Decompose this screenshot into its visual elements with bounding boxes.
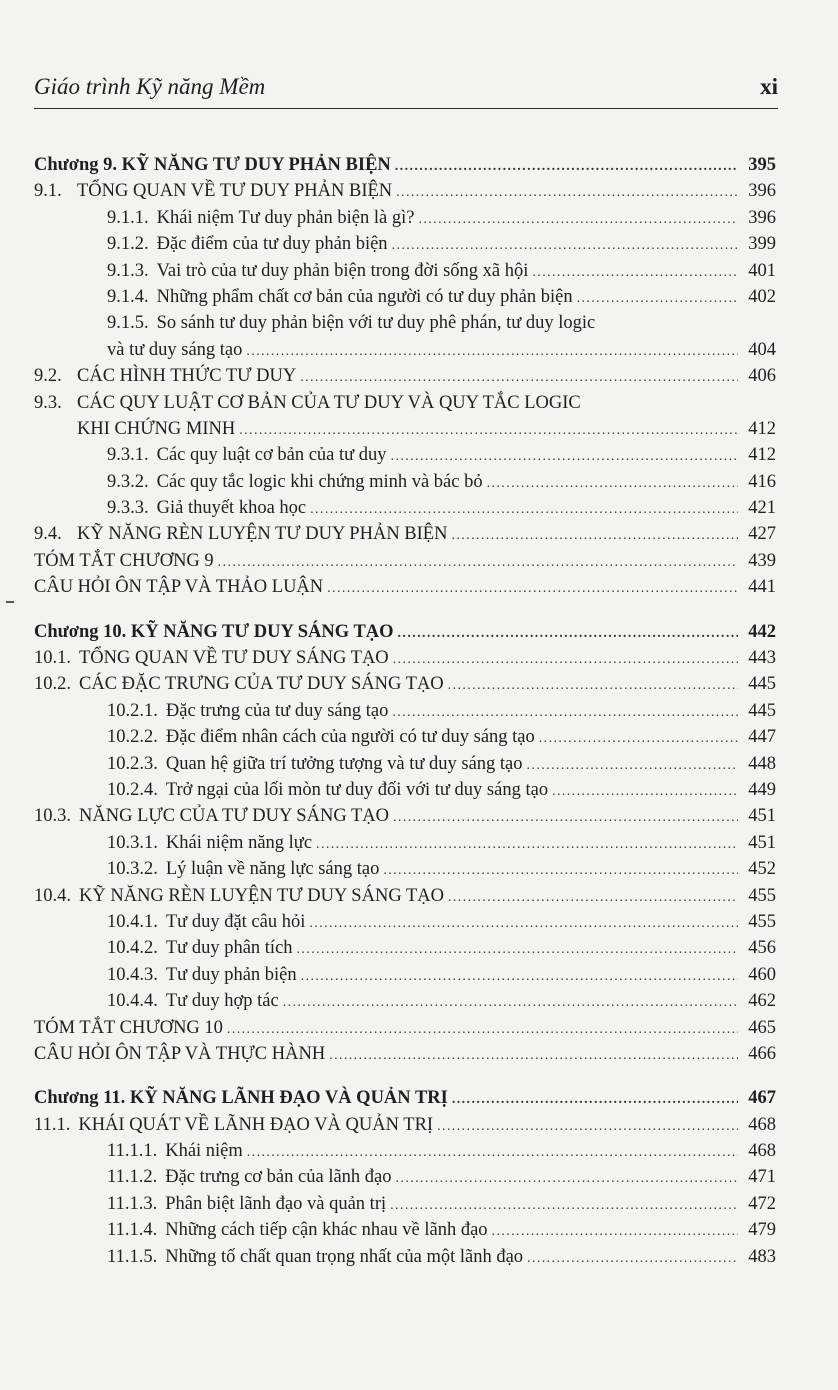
dot-leader bbox=[391, 444, 738, 470]
toc-entry-number: 10.3. bbox=[34, 806, 71, 827]
toc-entry-number: 9.3.1. bbox=[107, 445, 149, 466]
dot-leader bbox=[300, 365, 738, 391]
toc-page-number: 449 bbox=[748, 779, 776, 800]
toc-chapter-heading[interactable] bbox=[34, 619, 776, 645]
dot-leader bbox=[451, 523, 738, 549]
toc-entry-label bbox=[34, 751, 523, 777]
toc-subsection-entry[interactable] bbox=[34, 830, 776, 856]
toc-page-number: 406 bbox=[748, 366, 776, 387]
toc-entry-title: TỔNG QUAN VỀ TƯ DUY SÁNG TẠO bbox=[79, 648, 389, 669]
toc-entry-number: 9.1.1. bbox=[107, 207, 149, 228]
toc-subsection-entry[interactable] bbox=[34, 1138, 776, 1164]
toc-page-number: 471 bbox=[748, 1167, 776, 1188]
dot-leader bbox=[418, 207, 738, 233]
toc-entry-label bbox=[34, 231, 388, 257]
dot-leader bbox=[316, 832, 738, 858]
toc-subsection-entry[interactable] bbox=[34, 698, 776, 724]
toc-entry-continuation[interactable] bbox=[34, 337, 776, 363]
toc-entry-title: Tư duy phân tích bbox=[165, 938, 293, 959]
toc-page-number: 467 bbox=[748, 1088, 776, 1109]
toc-entry-label bbox=[34, 856, 379, 882]
dot-leader bbox=[437, 1114, 738, 1140]
toc-subsection-entry[interactable] bbox=[34, 1164, 776, 1190]
toc-entry-label bbox=[34, 803, 389, 829]
toc-summary-entry[interactable] bbox=[34, 574, 776, 600]
toc-entry-title: Vai trò của tư duy phản biện trong đời sống xã hội bbox=[156, 260, 529, 281]
toc-entry-title: KHI CHỨNG MINH bbox=[77, 418, 236, 439]
toc-entry-title: TÓM TẮT CHƯƠNG 9 bbox=[34, 550, 214, 571]
dot-leader bbox=[527, 1246, 738, 1272]
toc-page-number: 443 bbox=[748, 648, 776, 669]
toc-entry-title: Lý luận về năng lực sáng tạo bbox=[165, 859, 380, 880]
dot-leader bbox=[393, 647, 738, 673]
toc-chapter-heading[interactable] bbox=[34, 1085, 776, 1111]
page-number: xi bbox=[760, 74, 778, 99]
toc-entry-number: 9.1.4. bbox=[107, 286, 149, 307]
toc-entry-line bbox=[34, 310, 776, 336]
toc-entry-title: CÂU HỎI ÔN TẬP VÀ THẢO LUẬN bbox=[34, 577, 324, 598]
toc-page-number: 456 bbox=[748, 938, 776, 959]
toc-entry-title: Quan hệ giữa trí tưởng tượng và tư duy sáng tạo bbox=[165, 753, 523, 774]
toc-subsection-entry[interactable] bbox=[34, 1244, 776, 1270]
toc-page-number: 465 bbox=[748, 1017, 776, 1038]
toc-section-entry[interactable] bbox=[34, 645, 776, 671]
toc-entry-number: 9.2. bbox=[34, 366, 62, 387]
toc-entry-title: KỸ NĂNG RÈN LUYỆN TƯ DUY SÁNG TẠO bbox=[79, 885, 444, 906]
toc-page-number: 455 bbox=[748, 885, 776, 906]
toc-entry-number: 10.3.2. bbox=[107, 859, 158, 880]
toc-entry-label bbox=[34, 645, 389, 671]
toc-entry-number: 9.3.2. bbox=[107, 471, 149, 492]
toc-entry-title: CÁC QUY LUẬT CƠ BẢN CỦA TƯ DUY VÀ QUY TẮC LOGIC bbox=[77, 392, 581, 413]
toc-entry-label bbox=[34, 1041, 325, 1067]
toc-page-number: 452 bbox=[748, 859, 776, 880]
toc-entry-label bbox=[34, 284, 573, 310]
toc-page-number: 404 bbox=[748, 339, 776, 360]
toc-page-number: 460 bbox=[748, 964, 776, 985]
toc-section-entry[interactable] bbox=[34, 803, 776, 829]
toc-entry-number: 10.2.4. bbox=[107, 779, 158, 800]
toc-entry-title: Khái niệm Tư duy phản biện là gì? bbox=[156, 207, 415, 228]
toc-entry-label bbox=[34, 1164, 392, 1190]
toc-subsection-entry[interactable] bbox=[34, 724, 776, 750]
toc-entry-title: Chương 11. KỸ NĂNG LÃNH ĐẠO VÀ QUẢN TRỊ bbox=[34, 1088, 448, 1109]
toc-page-number: 421 bbox=[748, 498, 776, 519]
toc-page-number: 451 bbox=[748, 832, 776, 853]
toc-entry-label bbox=[34, 258, 528, 284]
toc-subsection-entry[interactable] bbox=[34, 1217, 776, 1243]
margin-mark bbox=[6, 601, 14, 603]
toc-entry-number: 9.3.3. bbox=[107, 498, 149, 519]
toc-entry-number: 11.1. bbox=[34, 1114, 71, 1135]
toc-subsection-entry[interactable] bbox=[34, 935, 776, 961]
toc-page-number: 395 bbox=[748, 155, 776, 175]
toc-entry-number: 9.4. bbox=[34, 524, 62, 545]
toc-page-number: 462 bbox=[748, 991, 776, 1012]
toc-entry-label bbox=[34, 724, 535, 750]
toc-entry-title: Khái niệm năng lực bbox=[165, 832, 313, 853]
toc-entry-label bbox=[34, 1112, 433, 1138]
toc-section-entry[interactable] bbox=[34, 883, 776, 909]
dot-leader bbox=[527, 753, 738, 779]
dot-leader bbox=[448, 885, 738, 911]
dot-leader bbox=[327, 576, 738, 602]
toc-entry-title: Tư duy hợp tác bbox=[165, 991, 279, 1012]
toc-entry-number: 9.1.3. bbox=[107, 260, 149, 281]
toc-entry-label bbox=[34, 671, 444, 697]
toc-entry-label bbox=[34, 1244, 523, 1270]
toc-entry-line bbox=[34, 390, 776, 416]
toc-entry-number: 11.1.4. bbox=[107, 1220, 158, 1241]
toc-entry-number: 9.1.5. bbox=[107, 313, 149, 334]
toc-entry-label bbox=[34, 548, 214, 574]
toc-entry-title: và tư duy sáng tạo bbox=[107, 339, 243, 360]
toc-page-number: 441 bbox=[748, 577, 776, 598]
toc-page-number: 483 bbox=[748, 1246, 776, 1267]
table-of-contents bbox=[34, 152, 776, 1288]
toc-entry-title: Trở ngại của lối mòn tư duy đối với tư duy sáng tạo bbox=[165, 779, 549, 800]
dot-leader bbox=[393, 805, 738, 831]
toc-entry-number: 10.4. bbox=[34, 885, 71, 906]
toc-page-number: 439 bbox=[748, 550, 776, 571]
toc-page-number: 447 bbox=[748, 727, 776, 748]
dot-leader bbox=[492, 1219, 738, 1245]
toc-summary-entry[interactable] bbox=[34, 548, 776, 574]
toc-entry-title: TÓM TẮT CHƯƠNG 10 bbox=[34, 1017, 223, 1038]
toc-entry-label bbox=[34, 830, 312, 856]
dot-leader bbox=[283, 990, 738, 1016]
dot-leader bbox=[532, 260, 738, 286]
toc-entry-number: 10.4.3. bbox=[107, 964, 158, 985]
toc-page-number: 455 bbox=[748, 911, 776, 932]
toc-entry-number: 11.1.5. bbox=[107, 1246, 158, 1267]
toc-page-number: 466 bbox=[748, 1043, 776, 1064]
toc-entry-number: 10.2. bbox=[34, 674, 71, 695]
toc-page-number: 442 bbox=[748, 621, 776, 642]
toc-entry-title: CÁC HÌNH THỨC TƯ DUY bbox=[77, 366, 297, 387]
toc-entry-label bbox=[34, 442, 387, 468]
toc-entry-label bbox=[34, 495, 306, 521]
toc-subsection-entry[interactable] bbox=[34, 751, 776, 777]
dot-leader bbox=[552, 779, 738, 805]
toc-entry-title: TỔNG QUAN VỀ TƯ DUY PHẢN BIỆN bbox=[77, 181, 393, 202]
toc-subsection-entry[interactable] bbox=[34, 231, 776, 257]
toc-page-number: 396 bbox=[748, 207, 776, 228]
toc-entry-label bbox=[34, 909, 305, 935]
dot-leader bbox=[448, 673, 738, 699]
toc-page-number: 412 bbox=[748, 445, 776, 466]
toc-entry-number: 9.1.2. bbox=[107, 234, 149, 255]
toc-entry-label bbox=[34, 777, 548, 803]
toc-page-number: 401 bbox=[748, 260, 776, 281]
toc-chapter-heading[interactable] bbox=[34, 152, 776, 178]
toc-page-number: 399 bbox=[748, 234, 776, 255]
toc-entry-number: 10.2.3. bbox=[107, 753, 158, 774]
toc-entry-title: Phân biệt lãnh đạo và quản trị bbox=[165, 1193, 387, 1214]
toc-entry-title: Đặc điểm nhân cách của người có tư duy sáng tạo bbox=[165, 727, 535, 748]
toc-entry-label bbox=[34, 1217, 488, 1243]
toc-page-number: 468 bbox=[748, 1141, 776, 1162]
toc-entry-title: Đặc điểm của tư duy phản biện bbox=[156, 234, 388, 255]
toc-subsection-entry[interactable] bbox=[34, 856, 776, 882]
toc-page-number: 479 bbox=[748, 1220, 776, 1241]
dot-leader bbox=[398, 621, 738, 647]
dot-leader bbox=[452, 1087, 738, 1113]
toc-entry-label bbox=[34, 337, 242, 363]
book-title: Giáo trình Kỹ năng Mềm bbox=[34, 74, 266, 99]
dot-leader bbox=[239, 418, 738, 444]
dot-leader bbox=[396, 180, 738, 206]
dot-leader bbox=[218, 550, 738, 576]
toc-page-number: 416 bbox=[748, 471, 776, 492]
dot-leader bbox=[539, 726, 738, 752]
dot-leader bbox=[577, 286, 738, 312]
toc-entry-title: Tư duy phản biện bbox=[165, 964, 297, 985]
toc-entry-number: 11.1.3. bbox=[107, 1193, 158, 1214]
toc-page-number: 402 bbox=[748, 286, 776, 307]
toc-entry-label bbox=[34, 416, 235, 442]
toc-entry-title: Những phẩm chất cơ bản của người có tư duy phản biện bbox=[156, 286, 573, 307]
toc-chapter-block bbox=[34, 619, 776, 1068]
toc-entry-title: Khái niệm bbox=[165, 1141, 243, 1162]
toc-entry-label bbox=[34, 521, 447, 547]
toc-entry-label bbox=[34, 1015, 223, 1041]
toc-entry-label bbox=[34, 152, 391, 178]
toc-page-number: 451 bbox=[748, 806, 776, 827]
toc-subsection-entry[interactable] bbox=[34, 1191, 776, 1217]
dot-leader bbox=[392, 700, 738, 726]
toc-entry-label bbox=[34, 935, 293, 961]
toc-entry-title: Chương 9. KỸ NĂNG TƯ DUY PHẢN BIỆN bbox=[34, 155, 391, 175]
toc-entry-title: So sánh tư duy phản biện với tư duy phê phán, tư duy logic bbox=[156, 313, 596, 334]
toc-entry-title: Những cách tiếp cận khác nhau về lãnh đạo bbox=[165, 1220, 488, 1241]
toc-entry-label bbox=[34, 1085, 448, 1111]
toc-page-number: 396 bbox=[748, 181, 776, 202]
dot-leader bbox=[301, 964, 738, 990]
toc-entry-label bbox=[34, 574, 323, 600]
toc-page-number: 468 bbox=[748, 1114, 776, 1135]
toc-entry-label bbox=[34, 363, 296, 389]
dot-leader bbox=[396, 1166, 738, 1192]
toc-subsection-entry[interactable] bbox=[34, 777, 776, 803]
toc-section-entry[interactable] bbox=[34, 521, 776, 547]
toc-section-entry[interactable] bbox=[34, 363, 776, 389]
toc-page-number: 472 bbox=[748, 1193, 776, 1214]
toc-entry-number: 10.4.1. bbox=[107, 911, 158, 932]
toc-entry-title: Các quy luật cơ bản của tư duy bbox=[156, 445, 387, 466]
toc-entry-label bbox=[34, 962, 297, 988]
toc-entry-number: 10.1. bbox=[34, 648, 71, 669]
dot-leader bbox=[487, 471, 738, 497]
dot-leader bbox=[227, 1017, 738, 1043]
toc-entry-title: Chương 10. KỸ NĂNG TƯ DUY SÁNG TẠO bbox=[34, 621, 394, 642]
toc-entry-label bbox=[34, 1138, 243, 1164]
toc-subsection-entry[interactable] bbox=[34, 988, 776, 1014]
toc-entry-number: 9.1. bbox=[34, 181, 62, 202]
toc-entry-number: 10.2.2. bbox=[107, 727, 158, 748]
toc-section-entry[interactable] bbox=[34, 178, 776, 204]
dot-leader bbox=[383, 858, 738, 884]
toc-entry-number: 10.2.1. bbox=[107, 700, 158, 721]
toc-summary-entry[interactable] bbox=[34, 1041, 776, 1067]
toc-subsection-entry[interactable] bbox=[34, 442, 776, 468]
toc-entry-continuation[interactable] bbox=[34, 416, 776, 442]
toc-entry-title: Giả thuyết khoa học bbox=[156, 498, 307, 519]
toc-entry-title: NĂNG LỰC CỦA TƯ DUY SÁNG TẠO bbox=[79, 806, 389, 827]
toc-entry-label bbox=[34, 205, 414, 231]
toc-subsection-entry[interactable] bbox=[34, 909, 776, 935]
toc-page-number: 448 bbox=[748, 753, 776, 774]
dot-leader bbox=[297, 937, 738, 963]
toc-subsection-entry[interactable] bbox=[34, 495, 776, 521]
toc-entry-number: 10.4.2. bbox=[107, 938, 158, 959]
toc-subsection-entry[interactable] bbox=[34, 962, 776, 988]
toc-entry-title: Đặc trưng của tư duy sáng tạo bbox=[165, 700, 389, 721]
toc-entry-title: Đặc trưng cơ bản của lãnh đạo bbox=[165, 1167, 392, 1188]
toc-entry-label bbox=[34, 1191, 386, 1217]
toc-subsection-entry[interactable] bbox=[34, 258, 776, 284]
toc-page-number: 445 bbox=[748, 700, 776, 721]
toc-page-number: 445 bbox=[748, 674, 776, 695]
toc-entry-label bbox=[34, 178, 392, 204]
toc-section-entry[interactable] bbox=[34, 671, 776, 697]
dot-leader bbox=[247, 1140, 738, 1166]
toc-entry-number: 11.1.1. bbox=[107, 1141, 158, 1162]
toc-entry-number: 10.3.1. bbox=[107, 832, 158, 853]
toc-entry-title: KHÁI QUÁT VỀ LÃNH ĐẠO VÀ QUẢN TRỊ bbox=[78, 1114, 434, 1135]
toc-entry-number: 10.4.4. bbox=[107, 991, 158, 1012]
toc-entry-label bbox=[34, 698, 388, 724]
toc-entry-title: Những tố chất quan trọng nhất của một lãnh đạo bbox=[165, 1246, 524, 1267]
dot-leader bbox=[310, 497, 738, 523]
toc-page-number: 412 bbox=[748, 418, 776, 439]
toc-summary-entry[interactable] bbox=[34, 1015, 776, 1041]
dot-leader bbox=[392, 233, 738, 259]
toc-entry-title: Các quy tắc logic khi chứng minh và bác bỏ bbox=[156, 471, 483, 492]
toc-section-entry[interactable] bbox=[34, 1112, 776, 1138]
toc-entry-label bbox=[34, 619, 394, 645]
toc-subsection-entry[interactable] bbox=[34, 284, 776, 310]
dot-leader bbox=[395, 154, 738, 180]
toc-subsection-entry[interactable] bbox=[34, 469, 776, 495]
toc-page-number: 427 bbox=[748, 524, 776, 545]
toc-chapter-block bbox=[34, 152, 776, 601]
toc-entry-label bbox=[34, 883, 444, 909]
dot-leader bbox=[390, 1193, 738, 1219]
dot-leader bbox=[329, 1043, 738, 1069]
toc-entry-label bbox=[34, 469, 483, 495]
toc-entry-title: Tư duy đặt câu hỏi bbox=[165, 911, 306, 932]
toc-entry-number: 9.3. bbox=[34, 392, 62, 413]
dot-leader bbox=[246, 339, 738, 365]
toc-subsection-entry[interactable] bbox=[34, 205, 776, 231]
toc-entry-number: 11.1.2. bbox=[107, 1167, 158, 1188]
running-header bbox=[34, 74, 778, 109]
toc-entry-label bbox=[34, 988, 279, 1014]
toc-entry-title: CÁC ĐẶC TRƯNG CỦA TƯ DUY SÁNG TẠO bbox=[79, 674, 444, 695]
toc-entry-title: CÂU HỎI ÔN TẬP VÀ THỰC HÀNH bbox=[34, 1043, 326, 1064]
toc-chapter-block bbox=[34, 1085, 776, 1270]
toc-entry-title: KỸ NĂNG RÈN LUYỆN TƯ DUY PHẢN BIỆN bbox=[77, 524, 448, 545]
dot-leader bbox=[309, 911, 738, 937]
